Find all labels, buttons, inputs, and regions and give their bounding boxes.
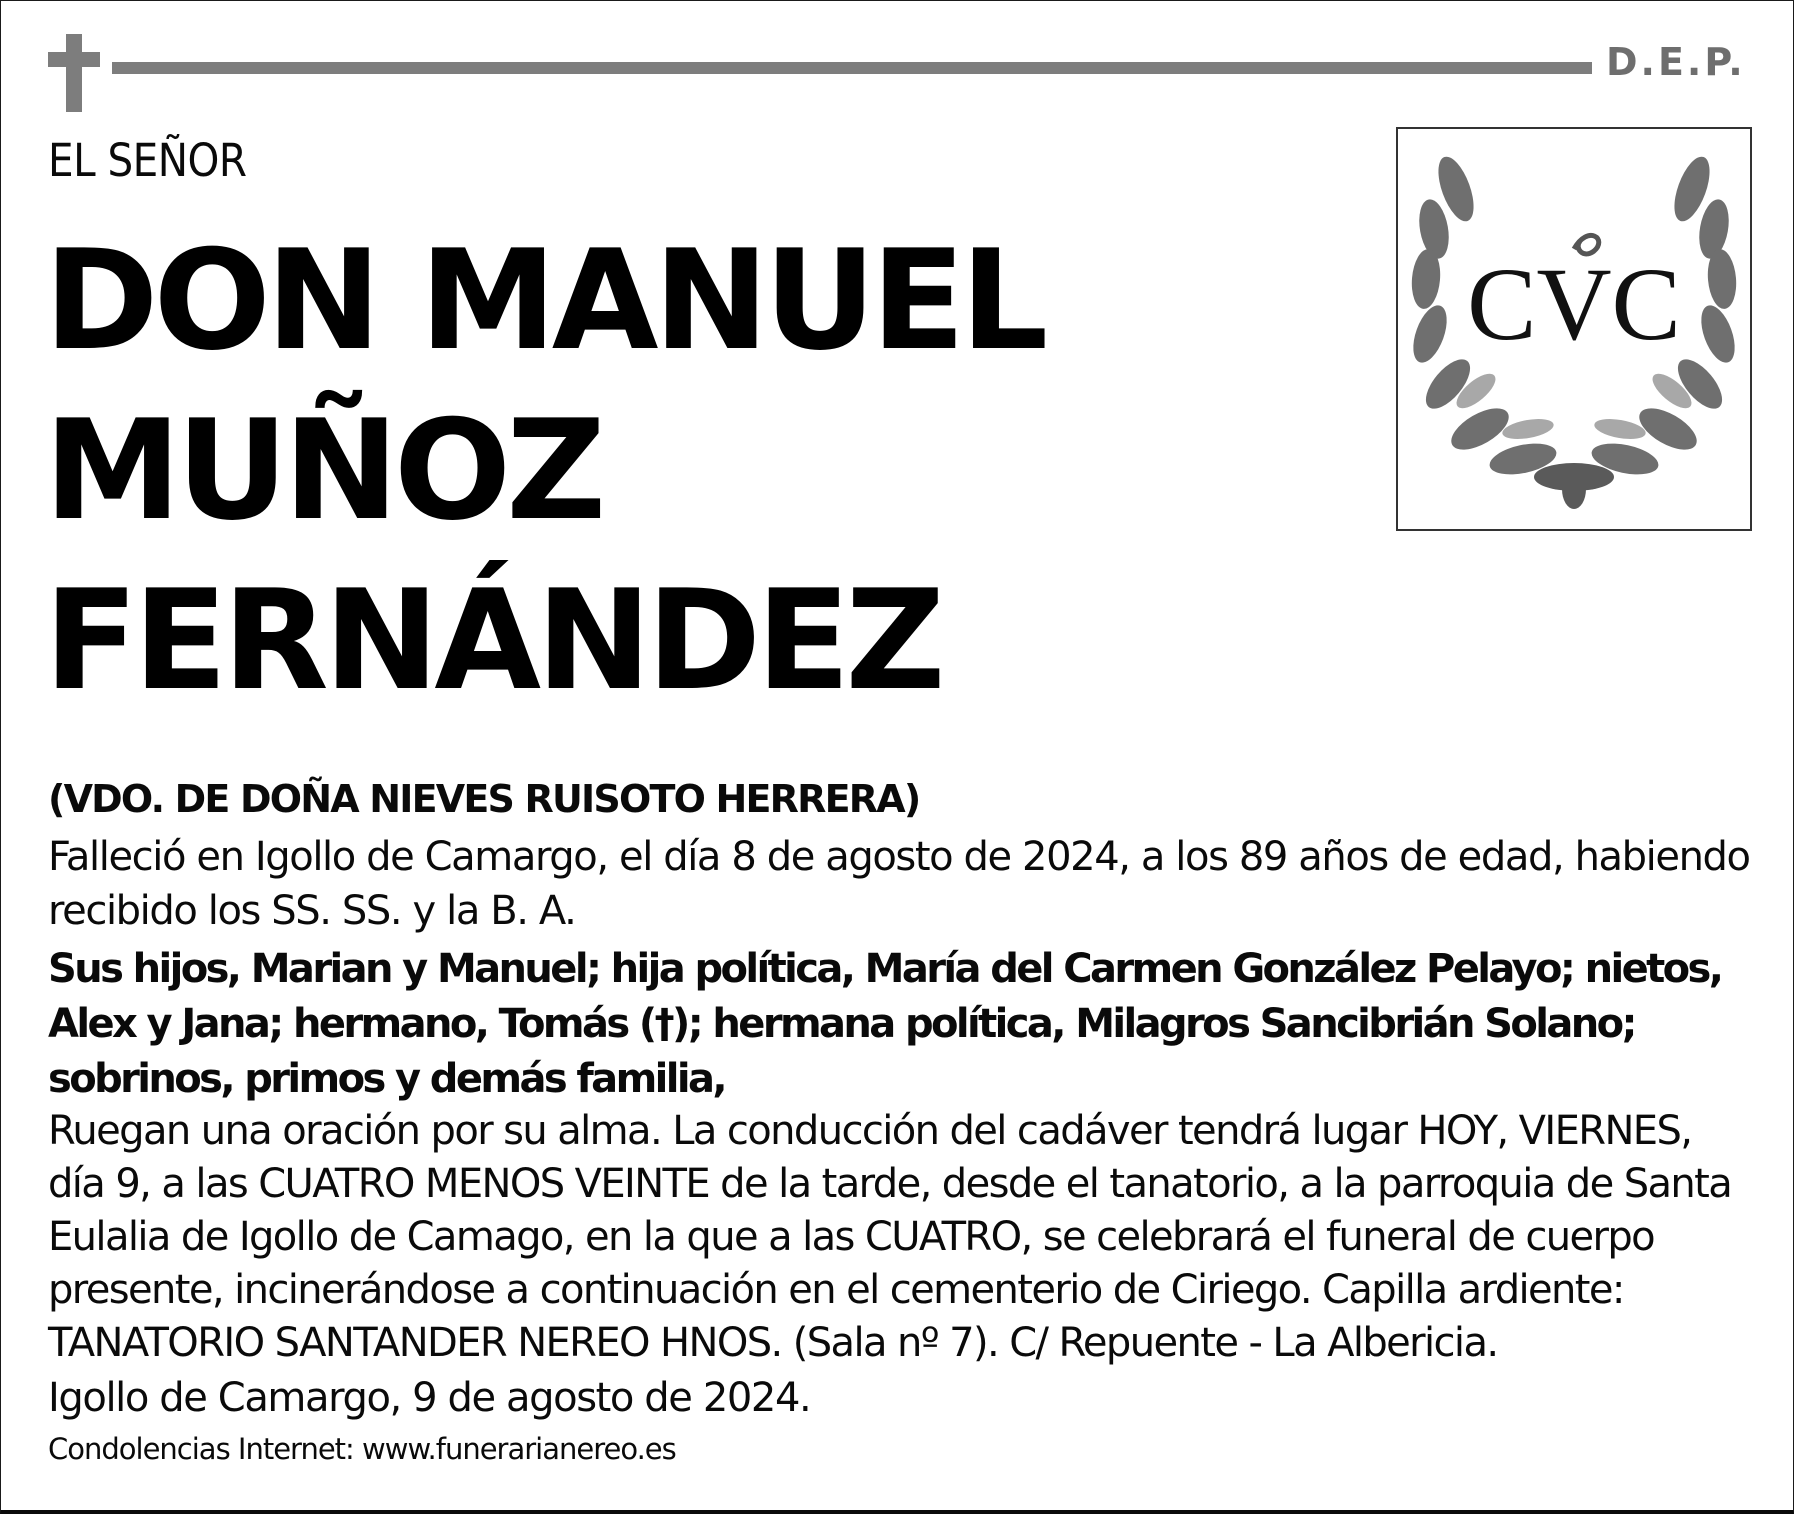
- honorific: EL SEÑOR: [48, 134, 247, 187]
- latin-cross-icon: [48, 34, 100, 112]
- dep-label: D.E.P.: [1606, 40, 1746, 84]
- name-line: MUÑOZ: [44, 390, 602, 551]
- place-and-date: Igollo de Camargo, 9 de agosto de 2024.: [48, 1375, 811, 1421]
- service-details: Ruegan una oración por su alma. La conducción del cadáver tendrá lugar HOY, VIERNES, día 9, a las CUATRO MENOS VEINTE de la tarde, desde el tanatorio, a la parroquia de Santa Eulalia de Igollo de Camago, en la que a las CUATRO, se celebrará el funeral de cuerpo presente, incinerándose a continuación en el cementerio de Ciriego. Capilla ardiente: TANATORIO SANTANDER NEREO HNOS. (Sala nº 7). C/ Repuente - La Albericia.: [48, 1108, 1732, 1366]
- header-rule: [112, 62, 1592, 74]
- logo-letters: CVC: [1467, 247, 1681, 362]
- family-list: Sus hijos, Marian y Manuel; hija política, María del Carmen González Pelayo; nietos, Alex y Jana; hermano, Tomás (†); hermana política, Milagros Sancibrián Solano; sobrinos, primos y demás familia,: [48, 946, 1722, 1102]
- name-line: DON MANUEL: [44, 220, 1044, 381]
- name-line: FERNÁNDEZ: [44, 560, 941, 721]
- death-announcement: Falleció en Igollo de Camargo, el día 8 de agosto de 2024, a los 89 años de edad, habiendo recibido los SS. SS. y la B. A.: [48, 834, 1750, 934]
- laurel-wreath-icon: [1398, 129, 1750, 529]
- widowed-of: (VDO. DE DOÑA NIEVES RUISOTO HERRERA): [48, 777, 920, 821]
- funeral-home-logo: [1396, 127, 1752, 531]
- deceased-name: [44, 216, 1384, 726]
- condolences-line: Condolencias Internet: www.funerarianereo.es: [48, 1432, 676, 1466]
